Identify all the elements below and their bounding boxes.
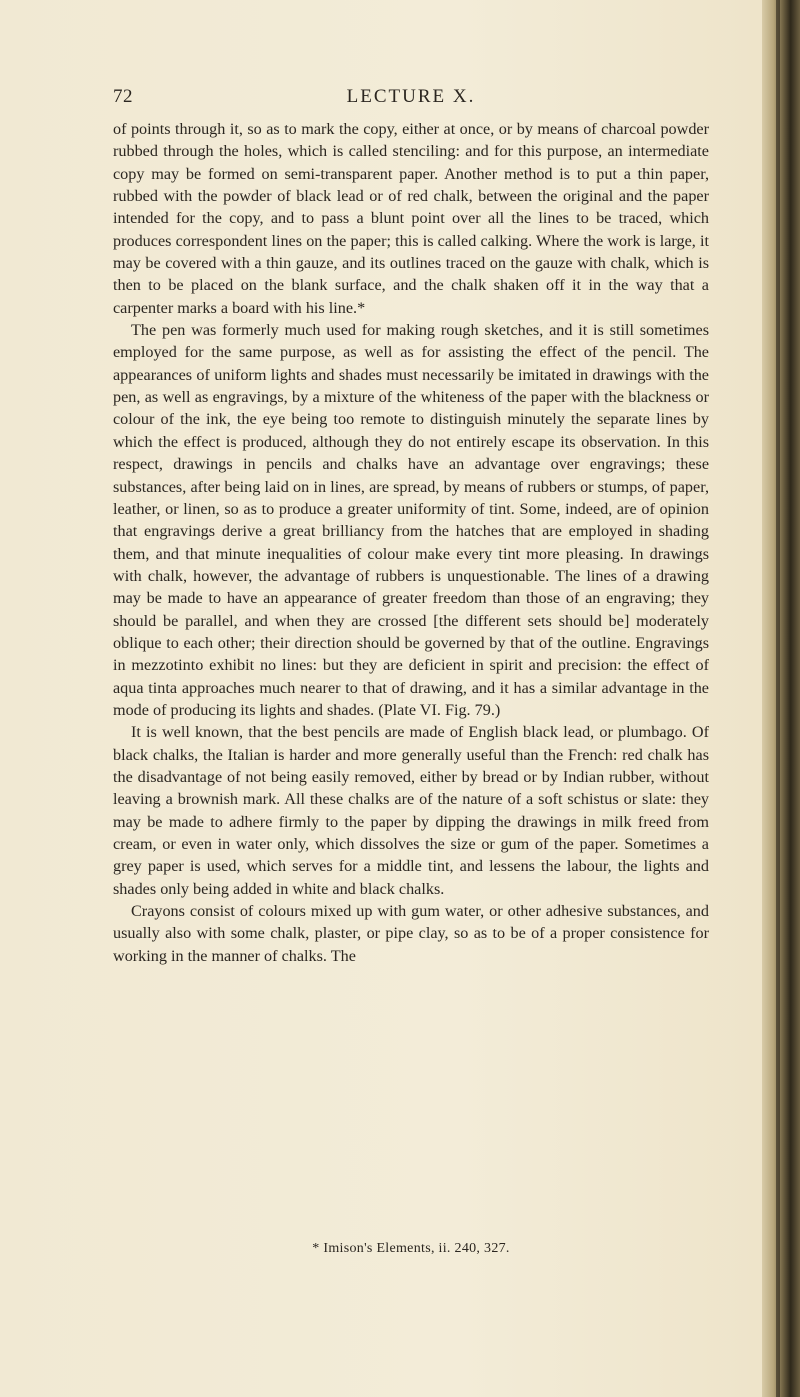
body-text [113, 118, 709, 967]
book-gutter [762, 0, 800, 1397]
page-header [113, 86, 709, 110]
gutter-edge [776, 0, 780, 1397]
paragraph-continued: of points through it, so as to mark the copy, either at once, or by means of charcoal powder rubbed through the holes, which is called stenciling: and for this purpose, an intermediate copy may be formed on semi-transparent paper. Another method is to put a thin paper, rubbed with the powder of black lead or of red chalk, between the original and the paper intended for the copy, and to pass a blunt point over all the lines to be traced, which produces correspondent lines on the paper; this is called calking. Where the work is large, it may be covered with a thin gauze, and its outlines traced on the gauze with chalk, which is then to be placed on the blank surface, and the chalk shaken off it in the way that a carpenter marks a board with his line.* [113, 120, 709, 317]
paragraph-pen: The pen was formerly much used for making rough sketches, and it is still sometimes employed for the same purpose, as well as for assisting the effect of the pencil. The appearances of uniform lights and shades must necessarily be imitated in drawings with the pen, as well as engravings, by a mixture of the whiteness of the paper with the blackness or colour of the ink, the eye being too remote to distinguish minutely the separate lines by which the effect is produced, although they do not entirely escape its observation. In this respect, drawings in pencils and chalks have an advantage over engravings; these substances, after being laid on in lines, are spread, by means of rubbers or stumps, of paper, leather, or linen, so as to produce a greater uniformity of tint. Some, indeed, are of opinion that engravings derive a great brilliancy from the hatches that are employed in shading them, and that minute inequalities of colour make every tint more pleasing. In drawings with chalk, however, the advantage of rubbers is unquestionable. The lines of a drawing may be made to have an appearance of greater freedom than those of an engraving; they should be parallel, and when they are crossed [the different sets should be] moderately oblique to each other; their direction should be governed by that of the outline. Engravings in mezzotinto exhibit no lines: but they are deficient in spirit and precision: the effect of aqua tinta approaches much nearer to that of drawing, and it has a similar advantage in the mode of producing its lights and shades. (Plate VI. Fig. 79.) [113, 321, 709, 719]
paragraph-pencils: It is well known, that the best pencils are made of English black lead, or plumbago. Of black chalks, the Italian is harder and more generally useful than the French: red chalk has the disadvantage of not being easily removed, either by bread or by Indian rubber, without leaving a brownish mark. All these chalks are of the nature of a soft schistus or slate: they may be made to adhere firmly to the paper by dipping the drawings in milk freed from cream, or even in water only, which dissolves the size or gum of the paper. Sometimes a grey paper is used, which serves for a middle tint, and lessens the labour, the lights and shades only being added in white and black chalks. [113, 723, 709, 898]
page-number: 72 [113, 86, 133, 107]
paragraph-crayons: Crayons consist of colours mixed up with gum water, or other adhesive substances, and usually also with some chalk, plaster, or pipe clay, so as to be of a proper consistence for working in the manner of chalks. The [113, 902, 709, 965]
footnote: * Imison's Elements, ii. 240, 327. [312, 1241, 510, 1256]
running-title: LECTURE X. [346, 86, 476, 107]
